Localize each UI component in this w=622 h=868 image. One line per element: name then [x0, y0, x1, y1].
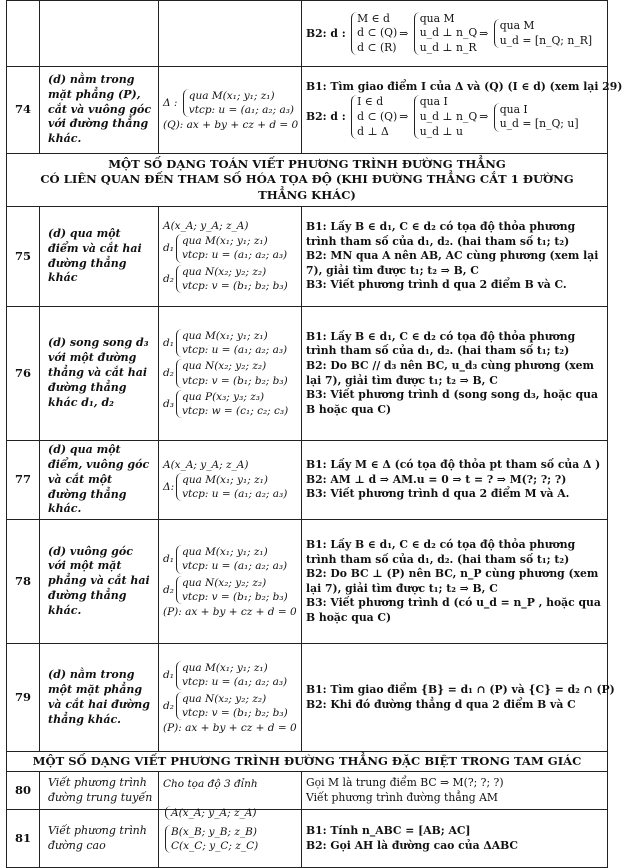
case-cell: (d) nằm trong mặt phẳng (P), cắt và vuông góc với đường thẳng khác. — [40, 67, 159, 154]
condition-system: M ∈ d d ⊂ (Q) d ⊂ (R) — [351, 12, 397, 56]
section-header-row — [7, 752, 608, 772]
solution-cell: B1: Tìm giao điểm {B} = d₁ ∩ (P) và {C} = d₂ ∩ (P) B2: Khi đó đường thẳng d qua 2 điểm B và C — [302, 644, 608, 752]
solution-cell: B1: Tìm giao điểm I của Δ và (Q) (I ∈ d) (xem lại 29) B2: d : I ∈ d d ⊂ (Q) d ⊥ Δ ⇒ qua I u_d ⊥ n_Q u_d ⊥ u ⇒ qua I u_d = [n_Q; u] — [302, 67, 608, 154]
section-title: MỘT SỐ DẠNG VIẾT PHƯƠNG TRÌNH ĐƯỜNG THẲNG ĐẶC BIỆT TRONG TAM GIÁC — [7, 752, 608, 772]
case-cell — [40, 1, 159, 67]
solution-cell: B1: Lấy B ∈ d₁, C ∈ d₂ có tọa độ thỏa phương trình tham số của d₁, d₂. (hai tham số t₁; t₂) B2: Do BC // d₃ nên BC, u_d₃ cùng phương (xem lại 7), giải tìm được t₁; t₂ ⇒ B, C B3: Viết phương trình d (song song d₃, hoặc qua B hoặc qua C) — [302, 307, 608, 441]
solution-cell: B1: Lấy B ∈ d₁, C ∈ d₂ có tọa độ thỏa phương trình tham số của d₁, d₂. (hai tham số t₁; t₂) B2: MN qua A nên AB, AC cùng phương (xem lại 7), giải tìm được t₁; t₂ ⇒ B, C B3: Viết phương trình d qua 2 điểm B và C. — [302, 207, 608, 307]
row-number: 75 — [7, 207, 40, 307]
data-cell: Cho tọa độ 3 đỉnh A(x_A; y_A; z_A) — [159, 772, 302, 810]
data-cell — [159, 1, 302, 67]
table-row — [7, 441, 608, 520]
table-row — [7, 810, 608, 868]
data-cell: d₁ qua M(x₁; y₁; z₁) vtcp: u = (a₁; a₂; a₃) d₂ qua N(x₂; y₂; z₂) vtcp: v = (b₁; b₂; b₃) (P): ax + by + cz + d = 0 — [159, 644, 302, 752]
case-cell: Viết phương trình đường trung tuyến — [40, 772, 159, 810]
section-title: MỘT SỐ DẠNG TOÁN VIẾT PHƯƠNG TRÌNH ĐƯỜNG THẲNG CÓ LIÊN QUAN ĐẾN THAM SỐ HÓA TỌA ĐỘ (KHI ĐƯỜNG THẲNG CẮT 1 ĐƯỜNG THẲNG KHÁC) — [7, 154, 608, 207]
row-number: 80 — [7, 772, 40, 810]
table-row — [7, 1, 608, 67]
row-number: 78 — [7, 520, 40, 644]
solution-cell: B1: Lấy B ∈ d₁, C ∈ d₂ có tọa độ thỏa phương trình tham số của d₁, d₂. (hai tham số t₁; t₂) B2: Do BC ⊥ (P) nên BC, n_P cùng phương (xem lại 7), giải tìm được t₁; t₂ ⇒ B, C B3: Viết phương trình d (có u_d = n_P , hoặc qua B hoặc qua C) — [302, 520, 608, 644]
data-cell: B(x_B; y_B; z_B) C(x_C; y_C; z_C) — [159, 810, 302, 868]
result-system: qua M u_d = [n_Q; n_R] — [494, 19, 592, 48]
case-cell: (d) vuông góc với một mặt phẳng và cắt hai đường thẳng khác. — [40, 520, 159, 644]
data-cell: Δ : qua M(x₁; y₁; z₁) vtcp: u = (a₁; a₂; a₃) (Q): ax + by + cz + d = 0 — [159, 67, 302, 154]
row-number: 79 — [7, 644, 40, 752]
formula-table — [6, 0, 622, 868]
table-row — [7, 67, 608, 154]
case-cell: (d) qua một điểm và cắt hai đường thẳng khác — [40, 207, 159, 307]
row-number: 81 — [7, 810, 40, 868]
solution-cell: Gọi M là trung điểm BC ⇒ M(?; ?; ?) Viết phương trình đường thẳng AM — [302, 772, 608, 810]
row-number — [7, 1, 40, 67]
data-cell: d₁ qua M(x₁; y₁; z₁) vtcp: u = (a₁; a₂; a₃) d₂ qua N(x₂; y₂; z₂) vtcp: v = (b₁; b₂; b₃) d₃ qua P(x₃; y₃; z₃) vtcp: w = (c₁; c₂; c₃) — [159, 307, 302, 441]
row-number: 76 — [7, 307, 40, 441]
section-header-row — [7, 154, 608, 207]
case-cell: (d) song song d₃ với một đường thẳng và cắt hai đường thẳng khác d₁, d₂ — [40, 307, 159, 441]
table-row — [7, 307, 608, 441]
row-number: 74 — [7, 67, 40, 154]
row-number: 77 — [7, 441, 40, 520]
table-row — [7, 772, 608, 810]
data-cell: A(x_A; y_A; z_A) Δ: qua M(x₁; y₁; z₁) vtcp: u = (a₁; a₂; a₃) — [159, 441, 302, 520]
table-row — [7, 644, 608, 752]
data-cell: d₁ qua M(x₁; y₁; z₁) vtcp: u = (a₁; a₂; a₃) d₂ qua N(x₂; y₂; z₂) vtcp: v = (b₁; b₂; b₃) (P): ax + by + cz + d = 0 — [159, 520, 302, 644]
table-row — [7, 520, 608, 644]
data-cell: A(x_A; y_A; z_A) d₁ qua M(x₁; y₁; z₁) vtcp: u = (a₁; a₂; a₃) d₂ qua N(x₂; y₂; z₂) vtcp: v = (b₁; b₂; b₃) — [159, 207, 302, 307]
solution-cell: B1: Tính n_ABC = [AB; AC] B2: Gọi AH là đường cao của ΔABC — [302, 810, 608, 868]
case-cell: (d) qua một điểm, vuông góc và cắt một đường thẳng khác. — [40, 441, 159, 520]
step-label: B2: d : — [306, 26, 346, 40]
vector-system: qua M u_d ⊥ n_Q u_d ⊥ n_R — [414, 12, 478, 56]
solution-cell: B2: d : M ∈ d d ⊂ (Q) d ⊂ (R) ⇒ qua M u_d ⊥ n_Q u_d ⊥ n_R ⇒ qua M u_d = [n_Q; n_R] — [302, 1, 608, 67]
solution-cell: B1: Lấy M ∈ Δ (có tọa độ thỏa pt tham số của Δ ) B2: AM ⊥ d ⇒ AM.u = 0 ⇒ t = ? ⇒ M(?; ?; ?) B3: Viết phương trình d qua 2 điểm M và A. — [302, 441, 608, 520]
case-cell: (d) nằm trong một mặt phẳng và cắt hai đường thẳng khác. — [40, 644, 159, 752]
table-row — [7, 207, 608, 307]
case-cell: Viết phương trình đường cao — [40, 810, 159, 868]
